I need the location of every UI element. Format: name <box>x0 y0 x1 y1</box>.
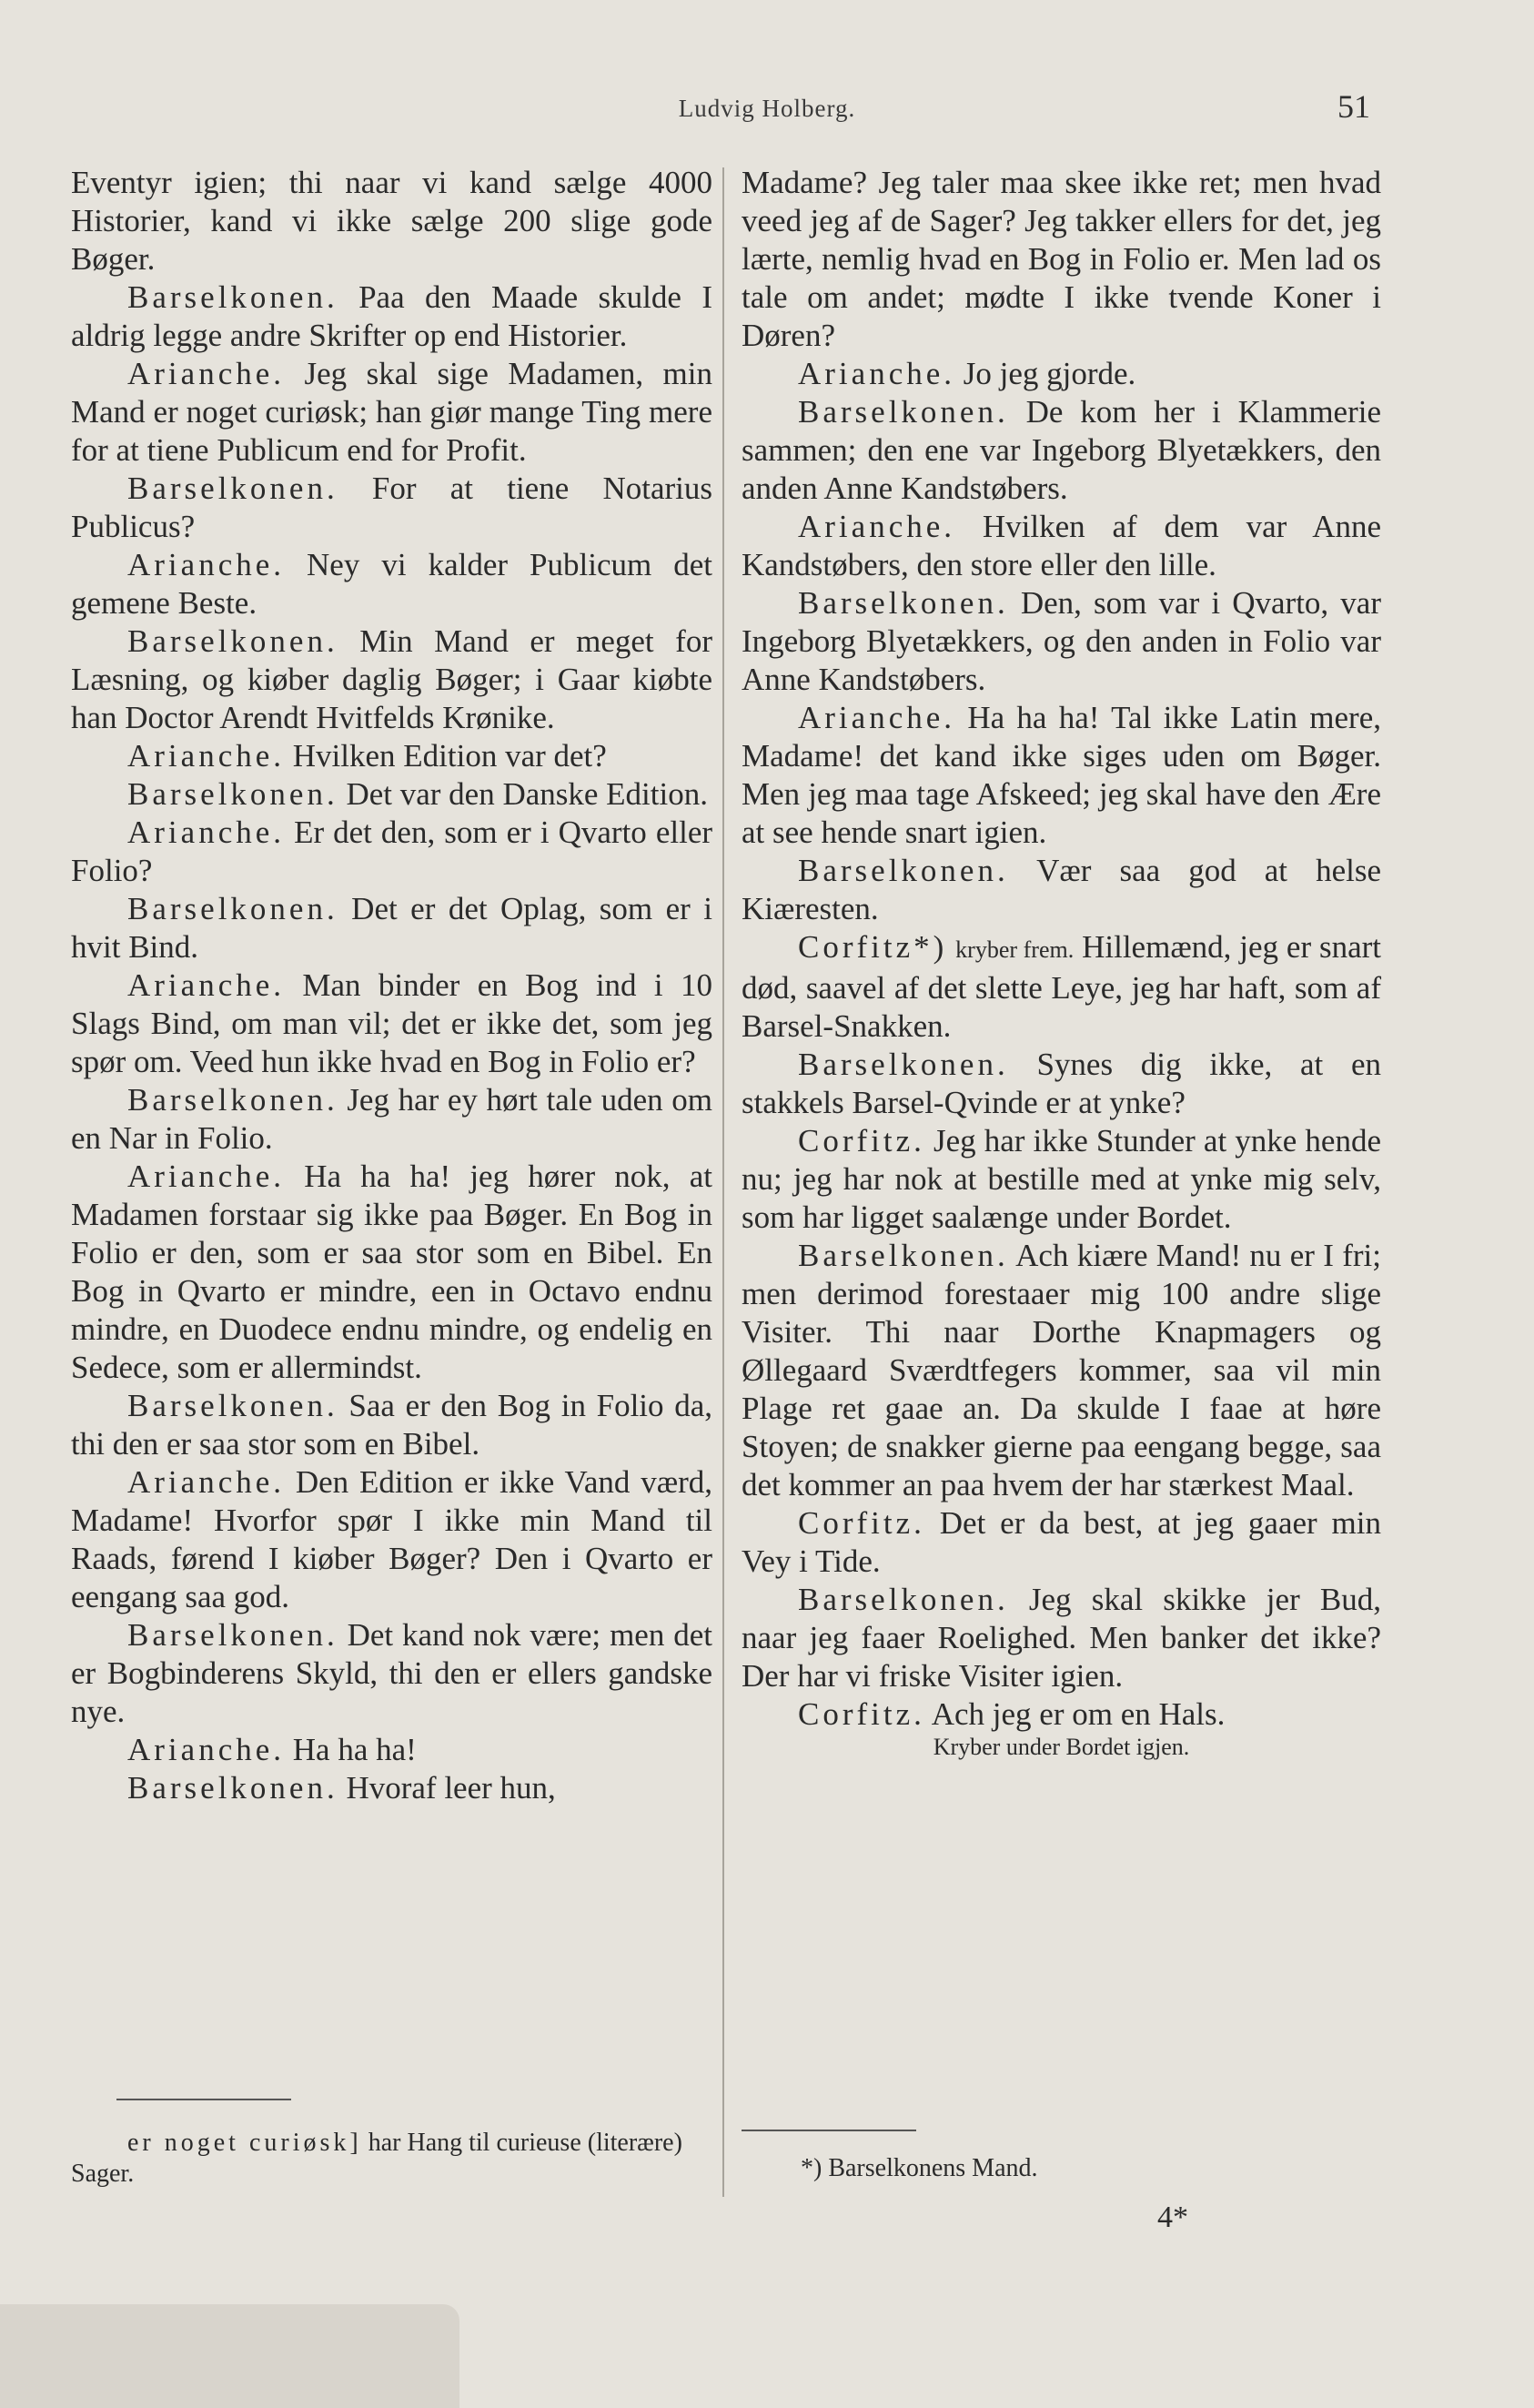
speech-paragraph <box>742 928 1381 1046</box>
speech-paragraph <box>742 1046 1381 1122</box>
speech-text: Jeg skal sige Madamen, min Mand er noget curiøsk; han giør mange Ting mere for at tiene Publicum end for Profit. <box>71 356 712 468</box>
speaker-name: Barselkonen. <box>127 891 338 926</box>
speech-text: Hvoraf leer hun, <box>346 1770 556 1806</box>
speech-paragraph <box>71 1463 712 1616</box>
speech-paragraph <box>71 775 712 814</box>
stage-direction: Kryber under Bordet igjen. <box>933 1734 1190 1760</box>
speaker-name: Barselkonen. <box>798 1582 1009 1617</box>
speaker-name: Barselkonen. <box>127 1388 338 1423</box>
speaker-name: Barselkonen. <box>798 853 1009 888</box>
speech-text: Vær saa god at helse Kiæresten. <box>742 853 1382 926</box>
speech-text: Det kand nok være; men det er Bogbinderens Skyld, thi den er ellers gandske nye. <box>71 1617 712 1729</box>
speaker-name: Arianche. <box>127 1732 286 1767</box>
speaker-name: Barselkonen. <box>798 1047 1009 1082</box>
speaker-name: Barselkonen. <box>798 1238 1009 1273</box>
speech-text: Jo jeg gjorde. <box>963 356 1136 391</box>
speech-paragraph <box>71 1081 712 1158</box>
left-column <box>71 164 712 1807</box>
speech-paragraph <box>71 355 712 470</box>
speaker-name: Barselkonen. <box>127 623 338 659</box>
speaker-name: Arianche. <box>127 814 286 850</box>
speech-paragraph <box>71 1387 712 1463</box>
printer-signature: 4* <box>1157 2201 1188 2234</box>
speech-paragraph <box>71 814 712 890</box>
right-column <box>742 164 1381 1761</box>
running-head: Ludvig Holberg. <box>678 95 856 122</box>
speech-paragraph <box>71 278 712 355</box>
speech-paragraph <box>742 852 1381 928</box>
speech-paragraph <box>742 508 1381 584</box>
speaker-name: Arianche. <box>798 509 956 544</box>
speech-text: Er det den, som er i Qvarto eller Folio? <box>71 814 713 888</box>
speech-text: Hvilken Edition var det? <box>292 738 607 774</box>
speaker-name: Corfitz*) <box>798 929 948 965</box>
speech-paragraph <box>742 1695 1381 1734</box>
speaker-name: Barselkonen. <box>127 1617 338 1653</box>
speaker-name: Arianche. <box>127 967 286 1003</box>
footnote-rule-left <box>116 2099 291 2100</box>
speaker-name: Arianche. <box>127 547 286 582</box>
column-divider <box>722 167 724 2197</box>
speech-paragraph <box>742 584 1381 699</box>
speaker-name: Corfitz. <box>798 1505 925 1541</box>
speech-paragraph <box>71 1616 712 1731</box>
continuation-paragraph: Eventyr igien; thi naar vi kand sælge 4000 Historier, kand vi ikke sælge 200 slige gode Bøger. <box>71 165 712 277</box>
speech-text: For at tiene Notarius Publicus? <box>71 470 712 544</box>
speech-text: Jeg har ey hørt tale uden om en Nar in Folio. <box>71 1082 712 1156</box>
speaker-name: Arianche. <box>127 356 286 391</box>
speech-paragraph <box>71 1731 712 1769</box>
speech-paragraph <box>71 546 712 622</box>
speech-paragraph <box>742 393 1381 508</box>
speech-paragraph <box>742 1122 1381 1237</box>
speech-text: Jeg har ikke Stunder at ynke hende nu; jeg har nok at bestille med at ynke mig selv, som har ligget saalænge under Bordet. <box>742 1123 1381 1235</box>
speaker-name: Barselkonen. <box>127 1770 338 1806</box>
speech-text: Det er det Oplag, som er i hvit Bind. <box>71 891 712 965</box>
page-number: 51 <box>1337 88 1370 125</box>
speech-paragraph <box>71 1158 712 1387</box>
speaker-name: Arianche. <box>798 356 956 391</box>
speaker-name: Barselkonen. <box>798 394 1009 430</box>
speech-text: Paa den Maade skulde I aldrig legge andre Skrifter op end Historier. <box>71 279 712 353</box>
footnote-right: *) Barselkonens Mand. <box>801 2154 1038 2182</box>
speech-paragraph <box>742 1504 1381 1581</box>
speech-text: Hillemænd, jeg er snart død, saavel af det slette Leye, jeg har haft, som af Barsel-Snakken. <box>742 929 1382 1044</box>
speech-text: Det er da best, at jeg gaaer min Vey i Tide. <box>742 1505 1381 1579</box>
speech-text: Den Edition er ikke Vand værd, Madame! Hvorfor spør I ikke min Mand til Raads, førend I kiøber Bøger? Den i Qvarto er eengang saa god. <box>71 1464 712 1614</box>
speech-paragraph <box>742 699 1381 852</box>
speech-paragraph <box>742 1237 1381 1504</box>
speech-paragraph <box>71 622 712 737</box>
speaker-name: Barselkonen. <box>127 279 338 315</box>
speech-text: Ach kiære Mand! nu er I fri; men derimod forestaaer mig 100 andre slige Visiter. Thi naar Dorthe Knapmagers og Øllegaard Sværdtfegers kommer, saa vil min Plage ret gaae an. Da skulde I faae at høre Stoyen; de snakker gierne paa eengang begge, saa det kommer an paa hvem der har stærkest Maal. <box>742 1238 1381 1502</box>
speaker-name: Arianche. <box>127 1464 286 1500</box>
speech-text: Det var den Danske Edition. <box>346 776 708 812</box>
continuation-paragraph: Madame? Jeg taler maa skee ikke ret; men hvad veed jeg af de Sager? Jeg takker ellers for det, jeg lærte, nemlig hvad en Bog in Folio er. Men lad os tale om andet; mødte I ikke tvende Koner i Døren? <box>742 165 1381 353</box>
speech-text: Jeg skal skikke jer Bud, naar jeg faaer Roelighed. Men banker det ikke? Der har vi friske Visiter igien. <box>742 1582 1381 1694</box>
speaker-name: Arianche. <box>127 1158 286 1194</box>
speaker-name: Arianche. <box>798 700 956 735</box>
page-corner-shadow <box>0 2304 459 2408</box>
footnote-left <box>71 2128 712 2190</box>
speech-text: Min Mand er meget for Læsning, og kiøber daglig Bøger; i Gaar kiøbte han Doctor Arendt Hvitfelds Krønike. <box>71 623 712 735</box>
speech-text: Den, som var i Qvarto, var Ingeborg Blyetækkers, og den anden in Folio var Anne Kandstøbers. <box>742 585 1381 697</box>
speech-paragraph <box>71 737 712 775</box>
stage-direction: kryber frem. <box>955 936 1075 963</box>
speech-text: Hvilken af dem var Anne Kandstøbers, den store eller den lille. <box>742 509 1381 582</box>
speech-text: Ney vi kalder Publicum det gemene Beste. <box>71 547 712 621</box>
footnote-term: er noget curiøsk] <box>127 2129 362 2157</box>
speaker-name: Barselkonen. <box>127 776 338 812</box>
speech-text: Ha ha ha! <box>292 1732 417 1767</box>
speech-paragraph <box>71 966 712 1081</box>
speech-paragraph <box>742 1581 1381 1695</box>
speaker-name: Barselkonen. <box>127 470 338 506</box>
speech-text: Ha ha ha! Tal ikke Latin mere, Madame! det kand ikke siges uden om Bøger. Men jeg maa tage Afskeed; jeg skal have den Ære at see hende snart igien. <box>742 700 1381 850</box>
speaker-name: Barselkonen. <box>127 1082 338 1118</box>
speech-paragraph <box>71 1769 712 1807</box>
speech-paragraph <box>742 355 1381 393</box>
speech-paragraph <box>71 890 712 966</box>
speaker-name: Corfitz. <box>798 1123 925 1158</box>
speaker-name: Corfitz. <box>798 1696 925 1732</box>
speech-text: Saa er den Bog in Folio da, thi den er saa stor som en Bibel. <box>71 1388 713 1462</box>
speech-text: Man binder en Bog ind i 10 Slags Bind, om man vil; det er ikke det, som jeg spør om. Veed hun ikke hvad en Bog in Folio er? <box>71 967 712 1079</box>
footnote-rule-right <box>742 2130 916 2131</box>
speech-text: De kom her i Klammerie sammen; den ene var Ingeborg Blyetækkers, den anden Anne Kandstøbers. <box>742 394 1381 506</box>
speech-text: Synes dig ikke, at en stakkels Barsel-Qvinde er at ynke? <box>742 1047 1381 1120</box>
speaker-name: Arianche. <box>127 738 286 774</box>
speaker-name: Barselkonen. <box>798 585 1009 621</box>
footnote-text: har Hang til curieuse (literære) Sager. <box>71 2129 682 2188</box>
speech-text: Ach jeg er om en Hals. <box>931 1696 1226 1732</box>
speech-paragraph <box>71 470 712 546</box>
speech-text: Ha ha ha! jeg hører nok, at Madamen forstaar sig ikke paa Bøger. En Bog in Folio er den, som er saa stor som en Bibel. En Bog in Qvarto er mindre, een in Octavo endnu mindre, en Duodece endnu mindre, og endelig en Sedece, som er allermindst. <box>71 1158 713 1385</box>
